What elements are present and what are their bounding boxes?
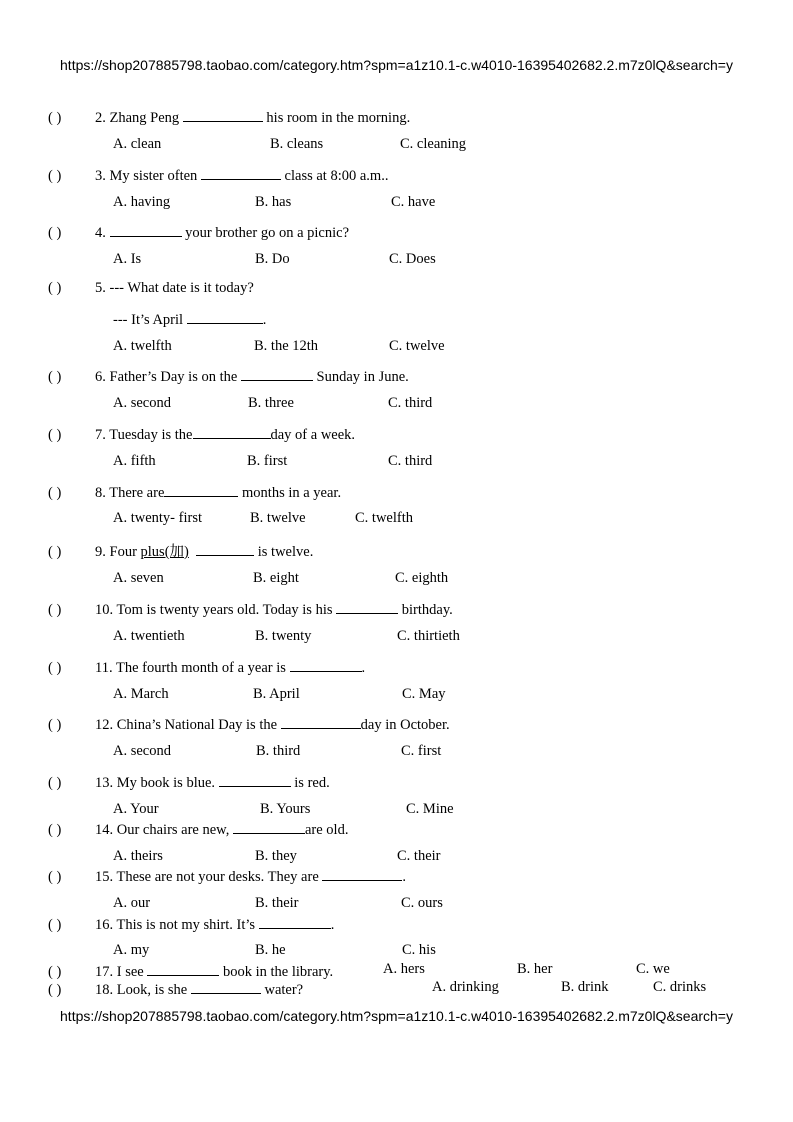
question-16 bbox=[48, 914, 334, 934]
answer-blank bbox=[164, 482, 238, 497]
option-c: C. Mine bbox=[406, 801, 454, 817]
question-12 bbox=[48, 714, 450, 734]
question-number: 10. bbox=[95, 602, 114, 618]
answer-paren: ( ) bbox=[48, 369, 62, 385]
question-14 bbox=[48, 819, 348, 839]
question-text: Sunday in June. bbox=[316, 369, 409, 385]
answer-blank bbox=[191, 979, 261, 994]
question-18 bbox=[48, 979, 303, 999]
answer-paren: ( ) bbox=[48, 110, 62, 126]
answer-blank bbox=[241, 366, 313, 381]
option-c: C. Does bbox=[389, 251, 436, 267]
answer-paren: ( ) bbox=[48, 717, 62, 733]
answer-blank bbox=[290, 657, 362, 672]
option-b: B. their bbox=[255, 895, 299, 911]
question-number: 13. bbox=[95, 775, 114, 791]
option-a: A. theirs bbox=[113, 848, 163, 864]
question-text: book in the library. bbox=[222, 964, 334, 980]
option-a: A. twelfth bbox=[113, 338, 172, 354]
question-text: day in October. bbox=[360, 717, 450, 733]
answer-paren: ( ) bbox=[48, 917, 62, 933]
answer-blank bbox=[233, 819, 305, 834]
answer-blank bbox=[336, 599, 398, 614]
question-text: I see bbox=[116, 964, 144, 980]
question-text: Four bbox=[109, 544, 137, 560]
question-text: months in a year. bbox=[242, 485, 342, 501]
option-a: A. March bbox=[113, 686, 169, 702]
answer-paren: ( ) bbox=[48, 168, 62, 184]
question-text: --- It’s April bbox=[113, 312, 184, 328]
question-text: Zhang Peng bbox=[109, 110, 180, 126]
option-c: C. third bbox=[388, 453, 433, 469]
option-b: B. Yours bbox=[260, 801, 311, 817]
question-11 bbox=[48, 657, 365, 677]
question-text: There are bbox=[109, 485, 165, 501]
answer-blank bbox=[281, 714, 361, 729]
option-b: B. Do bbox=[255, 251, 290, 267]
option-c: C. drinks bbox=[653, 979, 707, 995]
option-c: C. we bbox=[636, 961, 670, 977]
question-text: Tuesday is the bbox=[109, 427, 193, 443]
question-text: China’s National Day is the bbox=[116, 717, 278, 733]
option-b: B. three bbox=[248, 395, 294, 411]
question-number: 12. bbox=[95, 717, 114, 733]
question-text: birthday. bbox=[401, 602, 453, 618]
option-c: C. twelve bbox=[389, 338, 445, 354]
question-text: day of a week. bbox=[270, 427, 356, 443]
question-6 bbox=[48, 366, 409, 386]
answer-paren: ( ) bbox=[48, 485, 62, 501]
question-number: 5. bbox=[95, 280, 106, 296]
option-a: A. twenty- first bbox=[113, 510, 202, 526]
question-text: is twelve. bbox=[257, 544, 314, 560]
answer-blank bbox=[219, 772, 291, 787]
question-text: . bbox=[262, 312, 267, 328]
question-text: My sister often bbox=[109, 168, 198, 184]
option-a: A. Is bbox=[113, 251, 142, 267]
answer-blank bbox=[147, 961, 219, 976]
option-b: B. he bbox=[255, 942, 286, 958]
option-a: A. clean bbox=[113, 136, 162, 152]
answer-paren: ( ) bbox=[48, 869, 62, 885]
question-text: This is not my shirt. It’s bbox=[116, 917, 256, 933]
answer-blank bbox=[201, 165, 281, 180]
footer-url: https://shop207885798.taobao.com/category.htm?spm=a1z10.1-c.w4010-16395402682.2.m7z0lQ&search=y bbox=[60, 1008, 733, 1024]
question-number: 7. bbox=[95, 427, 106, 443]
answer-blank bbox=[183, 107, 263, 122]
question-text: his room in the morning. bbox=[266, 110, 411, 126]
question-13 bbox=[48, 772, 330, 792]
question-text: is red. bbox=[294, 775, 330, 791]
option-c: C. his bbox=[402, 942, 436, 958]
question-number: 17. bbox=[95, 964, 114, 980]
option-a: A. twentieth bbox=[113, 628, 185, 644]
question-number: 18. bbox=[95, 982, 114, 998]
question-9 bbox=[48, 540, 313, 561]
answer-blank bbox=[196, 541, 254, 556]
question-text: your brother go on a picnic? bbox=[185, 225, 350, 241]
option-c: C. first bbox=[401, 743, 442, 759]
question-2 bbox=[48, 107, 410, 127]
question-17 bbox=[48, 961, 333, 981]
option-a: A. second bbox=[113, 395, 171, 411]
option-c: C. May bbox=[402, 686, 446, 702]
plus-word: plus(加) bbox=[140, 544, 189, 560]
question-number: 9. bbox=[95, 544, 106, 560]
option-b: B. drink bbox=[561, 979, 609, 995]
question-text: --- What date is it today? bbox=[109, 280, 254, 296]
question-8 bbox=[48, 482, 341, 502]
option-b: B. first bbox=[247, 453, 288, 469]
answer-paren: ( ) bbox=[48, 427, 62, 443]
question-text: The fourth month of a year is bbox=[115, 660, 286, 676]
question-number: 14. bbox=[95, 822, 114, 838]
answer-blank bbox=[110, 222, 182, 237]
option-c: C. have bbox=[391, 194, 436, 210]
option-a: A. fifth bbox=[113, 453, 156, 469]
question-7 bbox=[48, 424, 355, 444]
question-3 bbox=[48, 165, 388, 185]
answer-paren: ( ) bbox=[48, 225, 62, 241]
option-b: B. cleans bbox=[270, 136, 324, 152]
question-text: My book is blue. bbox=[116, 775, 216, 791]
option-b: B. has bbox=[255, 194, 292, 210]
option-c: C. eighth bbox=[395, 570, 449, 586]
question-number: 15. bbox=[95, 869, 114, 885]
question-4 bbox=[48, 222, 349, 242]
answer-paren: ( ) bbox=[48, 544, 62, 560]
option-a: A. seven bbox=[113, 570, 164, 586]
answer-paren: ( ) bbox=[48, 660, 62, 676]
option-a: A. having bbox=[113, 194, 171, 210]
answer-paren: ( ) bbox=[48, 775, 62, 791]
question-number: 4. bbox=[95, 225, 106, 241]
option-b: B. April bbox=[253, 686, 300, 702]
option-a: A. my bbox=[113, 942, 150, 958]
option-c: C. cleaning bbox=[400, 136, 467, 152]
question-text: These are not your desks. They are bbox=[116, 869, 319, 885]
question-text: . bbox=[402, 869, 407, 885]
option-a: A. drinking bbox=[432, 979, 499, 995]
option-b: B. they bbox=[255, 848, 297, 864]
header-url: https://shop207885798.taobao.com/category.htm?spm=a1z10.1-c.w4010-16395402682.2.m7z0lQ&search=y bbox=[60, 57, 733, 73]
question-number: 11. bbox=[95, 660, 113, 676]
option-b: B. twenty bbox=[255, 628, 312, 644]
answer-paren: ( ) bbox=[48, 602, 62, 618]
answer-paren: ( ) bbox=[48, 964, 62, 980]
option-b: B. her bbox=[517, 961, 553, 977]
question-text: . bbox=[361, 660, 366, 676]
answer-blank bbox=[259, 914, 331, 929]
option-a: A. Your bbox=[113, 801, 159, 817]
option-c: C. twelfth bbox=[355, 510, 413, 526]
question-text: class at 8:00 a.m.. bbox=[284, 168, 389, 184]
question-5-response bbox=[113, 309, 266, 329]
answer-blank bbox=[322, 866, 402, 881]
question-number: 16. bbox=[95, 917, 114, 933]
option-c: C. thirtieth bbox=[397, 628, 460, 644]
answer-blank bbox=[193, 424, 271, 439]
option-c: C. third bbox=[388, 395, 433, 411]
option-b: B. third bbox=[256, 743, 301, 759]
question-15 bbox=[48, 866, 406, 886]
answer-paren: ( ) bbox=[48, 982, 62, 998]
question-text: are old. bbox=[304, 822, 349, 838]
question-number: 8. bbox=[95, 485, 106, 501]
option-b: B. twelve bbox=[250, 510, 306, 526]
question-text: water? bbox=[264, 982, 304, 998]
option-b: B. eight bbox=[253, 570, 299, 586]
question-text: Our chairs are new, bbox=[116, 822, 230, 838]
question-number: 3. bbox=[95, 168, 106, 184]
question-5 bbox=[48, 280, 254, 297]
question-text: Father’s Day is on the bbox=[109, 369, 238, 385]
option-c: C. ours bbox=[401, 895, 443, 911]
answer-paren: ( ) bbox=[48, 822, 62, 838]
option-c: C. their bbox=[397, 848, 441, 864]
question-number: 2. bbox=[95, 110, 106, 126]
option-a: A. second bbox=[113, 743, 171, 759]
answer-paren: ( ) bbox=[48, 280, 62, 296]
question-10 bbox=[48, 599, 453, 619]
question-number: 6. bbox=[95, 369, 106, 385]
question-text: Look, is she bbox=[116, 982, 188, 998]
option-b: B. the 12th bbox=[254, 338, 319, 354]
option-a: A. our bbox=[113, 895, 151, 911]
question-text: . bbox=[330, 917, 335, 933]
option-a: A. hers bbox=[383, 961, 425, 977]
question-text: Tom is twenty years old. Today is his bbox=[116, 602, 333, 618]
answer-blank bbox=[187, 309, 263, 324]
